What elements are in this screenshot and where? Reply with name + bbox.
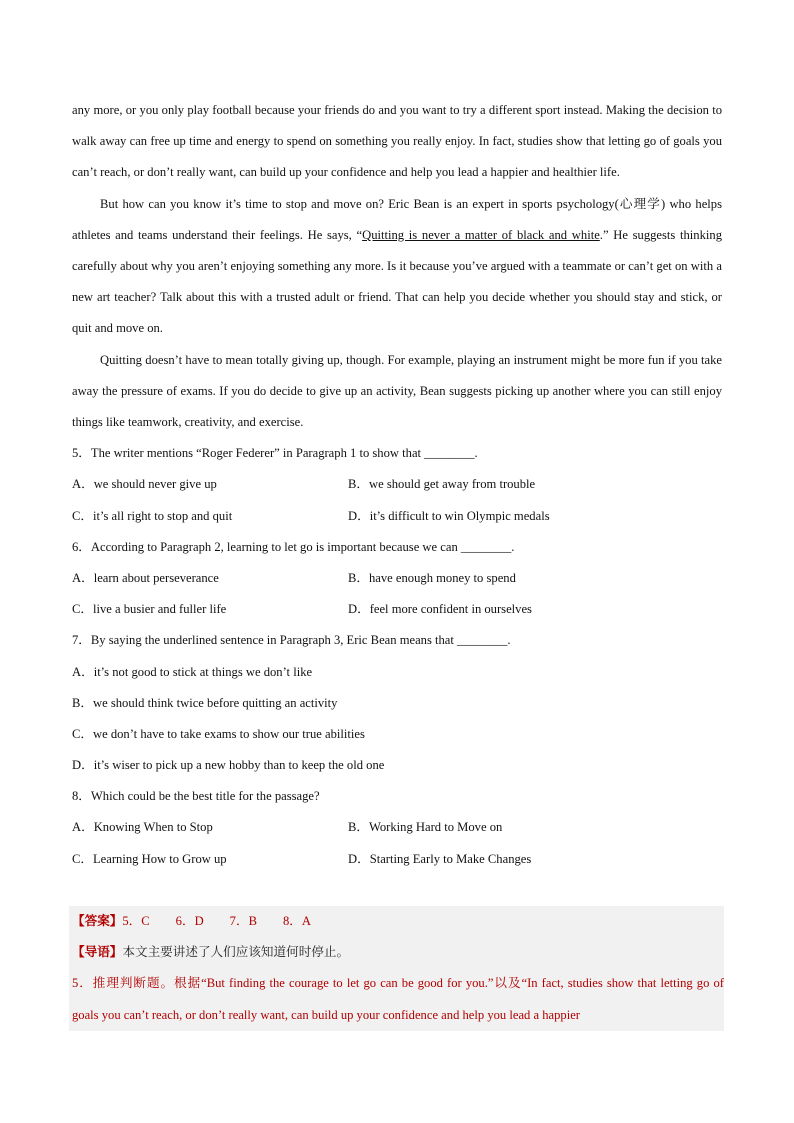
q8-option-b: B．Working Hard to Move on	[348, 820, 503, 835]
q7-option-d: D．it’s wiser to pick up a new hobby than to keep the old one	[72, 758, 385, 773]
q8-option-d: D．Starting Early to Make Changes	[348, 851, 532, 866]
p2-text-after: .” He suggests thinking carefully about why you aren’t enjoying something any more. Is it because you’ve argued with a teammate or can’t get on with a new art teacher? Talk about this with a trusted adult or friend. That can help you decide whether you should stay and stick, or quit and move on.	[72, 227, 722, 336]
question-5-options-row-2	[72, 501, 722, 532]
underlined-sentence: Quitting is never a matter of black and white	[362, 227, 600, 242]
q7-option-b: B．we should think twice before quitting an activity	[72, 695, 338, 710]
question-8-stem: 8．Which could be the best title for the passage?	[72, 789, 320, 804]
guide-line	[69, 937, 724, 968]
q8-option-a: A．Knowing When to Stop	[72, 820, 213, 835]
answer-tag: 【答案】	[72, 914, 123, 928]
q5-option-a: A．we should never give up	[72, 477, 217, 492]
p2-text-before: But how can you know it’s time to stop and move on? Eric Bean is an expert in sports psychology(心理学) who helps athletes and teams understand their feelings. He says, “	[72, 196, 722, 242]
answer-section	[69, 906, 724, 1031]
q5-option-b: B．we should get away from trouble	[348, 477, 536, 492]
question-7-stem: 7．By saying the underlined sentence in Paragraph 3, Eric Bean means that ________.	[72, 633, 511, 648]
guide-text: 本文主要讲述了人们应该知道何时停止。	[122, 945, 350, 960]
answer-line	[69, 906, 724, 937]
answer-item: 7．B	[229, 914, 257, 928]
answer-item: 6．D	[175, 914, 204, 928]
q6-option-b: B．have enough money to spend	[348, 570, 516, 585]
passage-paragraph-1: any more, or you only play football because your friends do and you want to try a different sport instead. Making the decision to walk away can free up time and energy to spend on something you really enjoy. In fact, studies show that letting go of goals you can’t reach, or don’t really want, can build up your confidence and help you lead a happier and healthier life.	[72, 103, 722, 180]
guide-tag: 【导语】	[72, 945, 123, 960]
question-8-options-row-2	[72, 844, 722, 875]
answer-item: 5．C	[122, 914, 150, 928]
explanation-5: 5．推理判断题。根据“But finding the courage to let go can be good for you.”以及“In fact, studies show that letting go of goals you can’t reach, or don’t really want, can build up your confidence and help you lead a happier	[72, 976, 724, 1022]
q7-option-a: A．it’s not good to stick at things we don’t like	[72, 664, 313, 679]
question-5-options-row-1	[72, 469, 722, 500]
question-8-options-row-1	[72, 812, 722, 843]
q5-option-c: C．it’s all right to stop and quit	[72, 508, 233, 523]
q8-option-c: C．Learning How to Grow up	[72, 851, 227, 866]
document-page	[72, 95, 722, 875]
q6-option-a: A．learn about perseverance	[72, 570, 219, 585]
question-6-stem: 6．According to Paragraph 2, learning to let go is important because we can ________.	[72, 539, 515, 554]
question-6-options-row-2	[72, 594, 722, 625]
q7-option-c: C．we don’t have to take exams to show our true abilities	[72, 726, 365, 741]
question-5-stem: 5．The writer mentions “Roger Federer” in Paragraph 1 to show that ________.	[72, 446, 478, 461]
q6-option-d: D．feel more confident in ourselves	[348, 602, 532, 617]
passage-paragraph-2	[72, 189, 722, 345]
q6-option-c: C．live a busier and fuller life	[72, 602, 227, 617]
answer-item: 8．A	[282, 914, 311, 928]
question-6-options-row-1	[72, 563, 722, 594]
q5-option-d: D．it’s difficult to win Olympic medals	[348, 508, 550, 523]
passage-paragraph-3: Quitting doesn’t have to mean totally giving up, though. For example, playing an instrument might be more fun if you take away the pressure of exams. If you do decide to give up an activity, Bean suggests picking up another where you can still enjoy things like teamwork, creativity, and exercise.	[72, 352, 722, 430]
